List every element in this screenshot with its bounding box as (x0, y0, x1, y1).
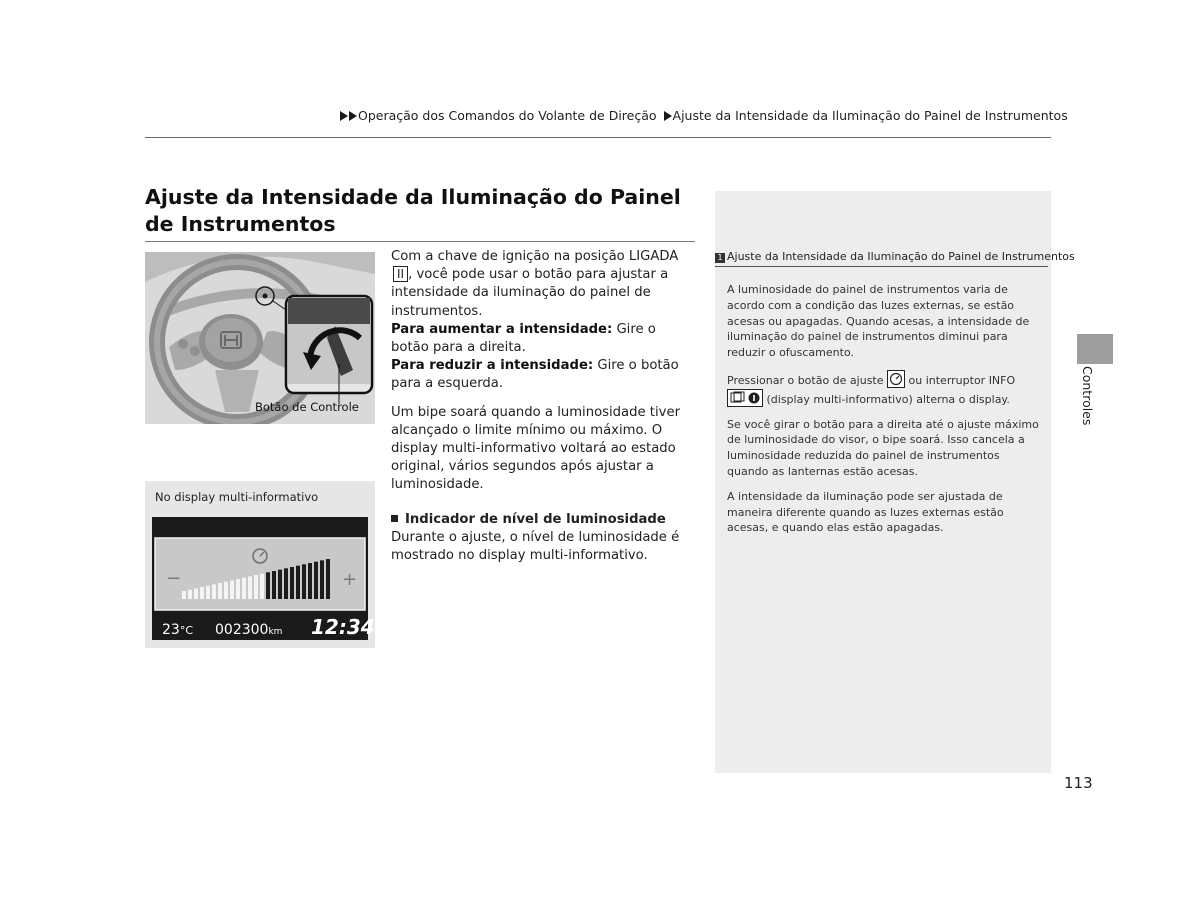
sidebar-heading (715, 250, 1075, 263)
odometer-unit: km (268, 627, 283, 637)
level-bar (302, 564, 306, 599)
sidebar-p2-c: (display multi-informativo) alterna o display. (766, 392, 1010, 406)
odometer-value: 002300 (215, 622, 269, 638)
svg-text:23°C (162, 622, 193, 638)
level-bar (278, 570, 282, 599)
breadcrumb (340, 108, 1068, 123)
sidebar-paragraph-1: A luminosidade do painel de instrumentos varia de acordo com a condição das luzes externas, se estão acesas ou apagadas. Quando acesas, a intensidade de iluminação do painel de instrumentos diminui para reduzir o ofuscamento. (727, 283, 1030, 360)
level-bar (248, 576, 252, 599)
level-bar (182, 591, 186, 599)
header-divider (145, 137, 1051, 138)
ignition-position-badge: II (393, 266, 408, 282)
sidebar-paragraph-4: A intensidade da iluminação pode ser ajustada de maneira diferente quando as luzes externas estão acesas, e quando elas estão apagadas. (727, 489, 1004, 535)
level-bar (242, 578, 246, 599)
breadcrumb-part-1: Operação dos Comandos do Volante de Direção (358, 108, 657, 123)
level-bar (212, 584, 216, 599)
intro-paragraph (391, 248, 696, 394)
multi-info-display-figure (145, 481, 375, 648)
temperature-unit: °C (179, 624, 194, 637)
level-bar (272, 571, 276, 599)
reference-mark-icon: 1 (715, 253, 725, 263)
level-bar (224, 582, 228, 599)
display-caption: No display multi-informativo (155, 490, 319, 504)
triangle-icon (349, 111, 357, 121)
section-tab (1072, 366, 1102, 446)
page-title: Ajuste da Intensidade da Iluminação do Painel de Instrumentos (145, 185, 681, 236)
level-bar (200, 587, 204, 599)
minus-sign: − (166, 568, 182, 589)
level-bar (290, 567, 294, 599)
intro-text-end: , você pode usar o botão para ajustar a intensidade da iluminação do painel de instrumentos. (391, 267, 669, 319)
level-bar (296, 566, 300, 599)
sidebar-p2-b: ou interruptor INFO (908, 373, 1016, 387)
steering-wheel-figure (145, 252, 375, 424)
level-bar (326, 559, 330, 599)
level-bar (260, 574, 264, 599)
page-number: 113 (1064, 774, 1093, 792)
adjust-knob-icon (887, 370, 905, 388)
level-bar (254, 575, 258, 599)
indicator-heading-text: Indicador de nível de luminosidade (405, 511, 666, 527)
control-button-label: Botão de Controle (255, 400, 359, 414)
section-tab-marker (1077, 334, 1113, 364)
clock: 12:34 (311, 615, 375, 639)
sidebar-paragraph-2 (727, 370, 1040, 408)
breadcrumb-part-2: Ajuste da Intensidade da Iluminação do Painel de Instrumentos (672, 108, 1068, 123)
decrease-label: Para reduzir a intensidade: (391, 358, 594, 374)
level-bar (206, 586, 210, 599)
sidebar-divider (715, 266, 1048, 267)
section-tab-label: Controles (1080, 366, 1095, 426)
level-bar (314, 562, 318, 599)
beep-paragraph: Um bipe soará quando a luminosidade tiver alcançado o limite mínimo ou máximo. O display multi-informativo voltará ao estado original, vários segundos após ajustar a luminosidade. (391, 404, 680, 493)
temperature-value: 23 (162, 622, 180, 638)
sidebar-paragraph-3: Se você girar o botão para a direita até o ajuste máximo de luminosidade do visor, o bipe soará. Isso cancela a luminosidade reduzida do painel de instrumentos quando as lanternas estão acesas. (727, 417, 1039, 478)
level-bar (218, 583, 222, 599)
sidebar-heading-text: Ajuste da Intensidade da Iluminação do Painel de Instrumentos (727, 250, 1075, 263)
title-divider (145, 241, 695, 242)
body-text (391, 248, 696, 575)
indicator-paragraph: Durante o ajuste, o nível de luminosidade é mostrado no display multi-informativo. (391, 529, 680, 564)
level-bar (194, 588, 198, 599)
sidebar-p2-a: Pressionar o botão de ajuste (727, 373, 884, 387)
indicator-heading (391, 511, 696, 529)
level-bar (188, 590, 192, 599)
increase-text: Gire o botão para a direita. (391, 321, 656, 356)
triangle-icon (664, 111, 672, 121)
increase-label: Para aumentar a intensidade: (391, 321, 613, 337)
plus-sign: + (342, 569, 358, 590)
info-switch-icon (727, 389, 763, 407)
level-bar (230, 580, 234, 599)
level-bar (266, 572, 270, 599)
level-bar (308, 563, 312, 599)
triangle-icon (340, 111, 348, 121)
level-bar (236, 579, 240, 599)
decrease-text: Gire o botão para a esquerda. (391, 358, 679, 392)
level-bar (284, 568, 288, 599)
bullet-square-icon (391, 515, 398, 522)
sidebar-body (727, 282, 1040, 545)
level-bar (320, 560, 324, 599)
intro-text: Com a chave de ignição na posição LIGADA (391, 249, 679, 264)
